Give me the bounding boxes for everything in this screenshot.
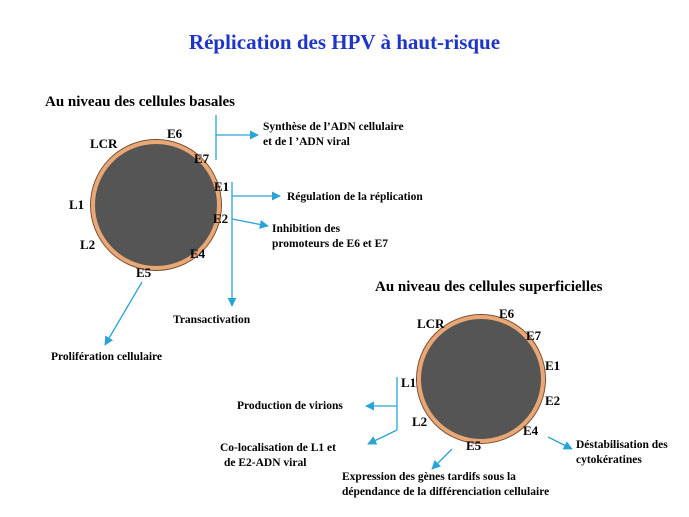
- superficial-label-destabilisation: Déstabilisation des cytokératines: [576, 439, 668, 466]
- superficial-arrow-expression: [432, 449, 452, 469]
- superficial-gene-e7: E7: [526, 328, 542, 343]
- basal-label-inhibition: Inhibition des promoteurs de E6 et E7: [272, 223, 389, 250]
- superficial-gene-l1: L1: [401, 375, 417, 390]
- basal-gene-e6: E6: [167, 126, 183, 141]
- superficial-label-colocalisation: Co-localisation de L1 et de E2-ADN viral: [220, 442, 336, 469]
- basal-gene-e2: E2: [213, 211, 229, 226]
- basal-arrow-proliferation: [105, 282, 142, 345]
- basal-gene-e7: E7: [194, 151, 210, 166]
- basal-gene-e5: E5: [136, 265, 152, 280]
- basal-label-proliferation: Prolifération cellulaire: [51, 351, 163, 363]
- basal-label-synthese: Synthèse de l’ADN cellulaire et de l ’ADN viral: [263, 121, 404, 148]
- basal-gene-l2: L2: [80, 237, 96, 252]
- basal-heading: Au niveau des cellules basales: [45, 94, 236, 110]
- basal-gene-e1: E1: [214, 179, 230, 194]
- basal-arrow-inhibition: [232, 219, 268, 226]
- superficial-gene-e6: E6: [499, 306, 515, 321]
- slide-title: Réplication des HPV à haut-risque: [188, 30, 501, 54]
- superficial-gene-e1: E1: [545, 358, 561, 373]
- superficial-gene-e4: E4: [523, 423, 539, 438]
- superficial-gene-e2: E2: [545, 393, 561, 408]
- superficial-label-virions: Production de virions: [237, 400, 343, 412]
- superficial-heading: Au niveau des cellules superficielles: [375, 279, 603, 295]
- superficial-arrow-destabilisation: [548, 437, 572, 449]
- superficial-gene-e5: E5: [466, 438, 482, 453]
- superficial-label-expression: Expression des gènes tardifs sous la dépendance de la différenciation cellulaire: [342, 471, 550, 498]
- basal-gene-l1: L1: [69, 197, 85, 212]
- basal-label-regulation: Régulation de la réplication: [287, 191, 423, 203]
- superficial-gene-l2: L2: [412, 414, 428, 429]
- superficial-arrow-colocalisation: [368, 430, 397, 444]
- basal-gene-lcr: LCR: [90, 136, 118, 151]
- superficial-gene-lcr: LCR: [417, 316, 445, 331]
- basal-label-transactivation: Transactivation: [173, 314, 251, 326]
- basal-gene-e4: E4: [190, 246, 206, 261]
